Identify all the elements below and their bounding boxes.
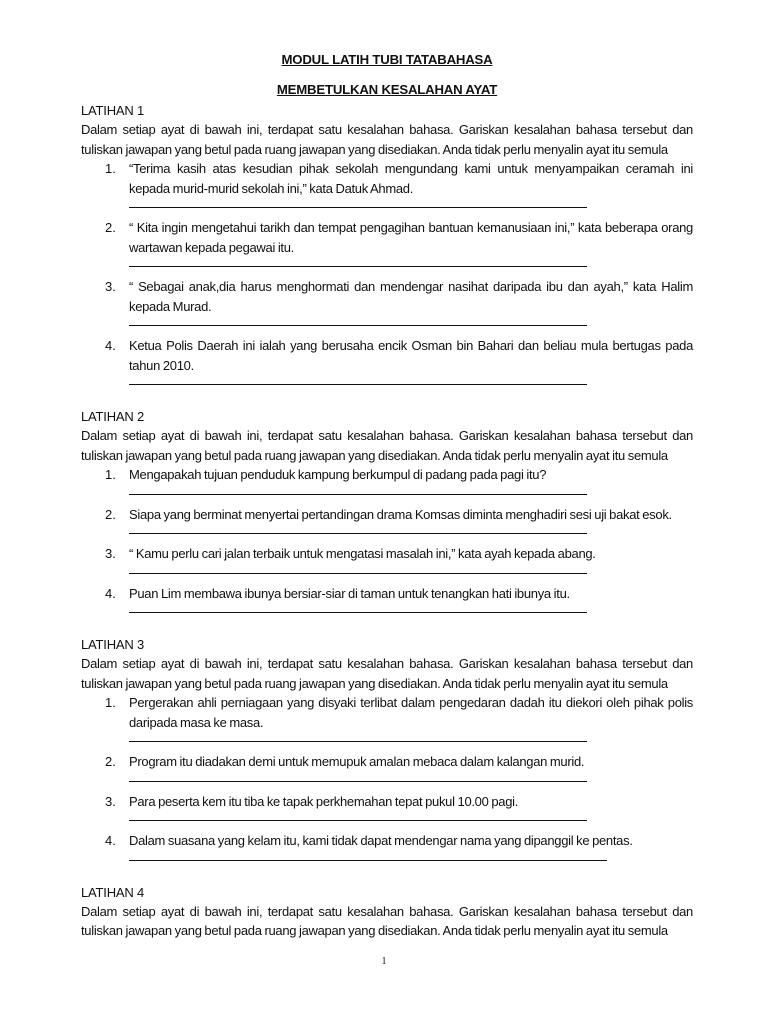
question-number: 1. [105, 695, 116, 710]
section-heading: LATIHAN 3 [81, 637, 144, 652]
question-text: “ Sebagai anak,dia harus menghormati dan mendengar nasihat daripada ibu dan ayah,” kata Halim kepada Murad. [129, 279, 693, 314]
question-item [81, 465, 693, 495]
question-text: Pergerakan ahli perniagaan yang disyaki terlibat dalam pengedaran dadah itu diekori oleh pihak polis daripada masa ke masa. [129, 695, 693, 730]
question-number: 3. [105, 279, 116, 294]
question-item [81, 792, 693, 822]
question-text: Program itu diadakan demi untuk memupuk amalan mebaca dalam kalangan murid. [129, 754, 585, 769]
question-item [81, 584, 693, 614]
answer-line[interactable] [129, 257, 587, 267]
question-text: Siapa yang berminat menyertai pertandingan drama Komsas diminta menghadiri sesi uji bakat esok. [129, 506, 672, 522]
document-title: MODUL LATIH TUBI TATABAHASA [281, 52, 493, 67]
question-text: Mengapakah tujuan penduduk kampung berkumpul di padang pada pagi itu? [129, 467, 547, 482]
question-item [81, 831, 693, 861]
question-item [81, 336, 693, 385]
answer-line[interactable] [129, 603, 587, 613]
document-subtitle: MEMBETULKAN KESALAHAN AYAT [276, 82, 498, 97]
question-number: 4. [105, 338, 116, 353]
question-list [81, 159, 693, 385]
question-text: “ Kamu perlu cari jalan terbaik untuk mengatasi masalah ini,” kata ayah kepada abang. [129, 546, 596, 561]
answer-line[interactable] [129, 316, 587, 326]
answer-line[interactable] [129, 375, 587, 385]
answer-line[interactable] [129, 732, 587, 742]
question-item [81, 693, 693, 742]
question-text: Dalam suasana yang kelam itu, kami tidak dapat mendengar nama yang dipanggil ke pentas. [129, 833, 633, 848]
page-number: 1 [381, 956, 387, 967]
question-item [81, 159, 693, 208]
section-heading: LATIHAN 1 [81, 103, 144, 118]
section-latihan-1 [81, 101, 693, 385]
section-latihan-2 [81, 407, 693, 613]
section-instructions: Dalam setiap ayat di bawah ini, terdapat satu kesalahan bahasa. Gariskan kesalahan bahasa tersebut dan tuliskan jawapan yang betul pada ruang jawapan yang disediakan. Anda tidak perlu menyalin ayat itu semula [81, 656, 693, 691]
question-item [81, 505, 693, 535]
question-item [81, 544, 693, 574]
section-instructions: Dalam setiap ayat di bawah ini, terdapat satu kesalahan bahasa. Gariskan kesalahan bahasa tersebut dan tuliskan jawapan yang betul pada ruang jawapan yang disediakan. Anda tidak perlu menyalin ayat itu semula [81, 122, 693, 157]
question-number: 2. [105, 220, 116, 235]
document-page [81, 0, 693, 941]
question-number: 2. [105, 506, 116, 522]
question-text: “Terima kasih atas kesudian pihak sekolah mengundang kami untuk menyampaikan ceramah ini kepada murid-murid sekolah ini,” kata Datuk Ahmad. [129, 161, 693, 196]
answer-line[interactable] [129, 851, 607, 861]
question-text: “ Kita ingin mengetahui tarikh dan tempat pengagihan bantuan kemanusiaan ini,” kata beberapa orang wartawan kepada pegawai itu. [129, 220, 693, 255]
question-number: 4. [105, 585, 116, 601]
question-item [81, 218, 693, 267]
question-item [81, 752, 693, 782]
section-heading: LATIHAN 4 [81, 884, 144, 900]
question-number: 2. [105, 754, 116, 769]
section-instructions: Dalam setiap ayat di bawah ini, terdapat satu kesalahan bahasa. Gariskan kesalahan bahasa tersebut dan tuliskan jawapan yang betul pada ruang jawapan yang disediakan. Anda tidak perlu menyalin ayat itu semula [81, 903, 693, 938]
section-heading: LATIHAN 2 [81, 409, 144, 424]
question-number: 1. [105, 161, 116, 176]
section-latihan-3 [81, 635, 693, 861]
answer-line[interactable] [129, 198, 587, 208]
section-instructions: Dalam setiap ayat di bawah ini, terdapat satu kesalahan bahasa. Gariskan kesalahan bahasa tersebut dan tuliskan jawapan yang betul pada ruang jawapan yang disediakan. Anda tidak perlu menyalin ayat itu semula [81, 428, 693, 463]
question-list [81, 693, 693, 861]
question-number: 4. [105, 833, 116, 848]
question-item [81, 277, 693, 326]
answer-line[interactable] [129, 772, 587, 782]
question-text: Para peserta kem itu tiba ke tapak perkhemahan tepat pukul 10.00 pagi. [129, 793, 519, 809]
question-text: Puan Lim membawa ibunya bersiar-siar di taman untuk tenangkan hati ibunya itu. [129, 585, 570, 601]
question-number: 3. [105, 546, 116, 561]
answer-line[interactable] [129, 811, 587, 821]
answer-line[interactable] [129, 524, 587, 534]
question-number: 3. [105, 793, 116, 809]
question-list [81, 465, 693, 613]
answer-line[interactable] [129, 564, 587, 574]
section-latihan-4 [81, 883, 693, 941]
question-number: 1. [105, 467, 116, 482]
question-text: Ketua Polis Daerah ini ialah yang berusaha encik Osman bin Bahari dan beliau mula bertugas pada tahun 2010. [129, 338, 693, 373]
answer-line[interactable] [129, 485, 587, 495]
